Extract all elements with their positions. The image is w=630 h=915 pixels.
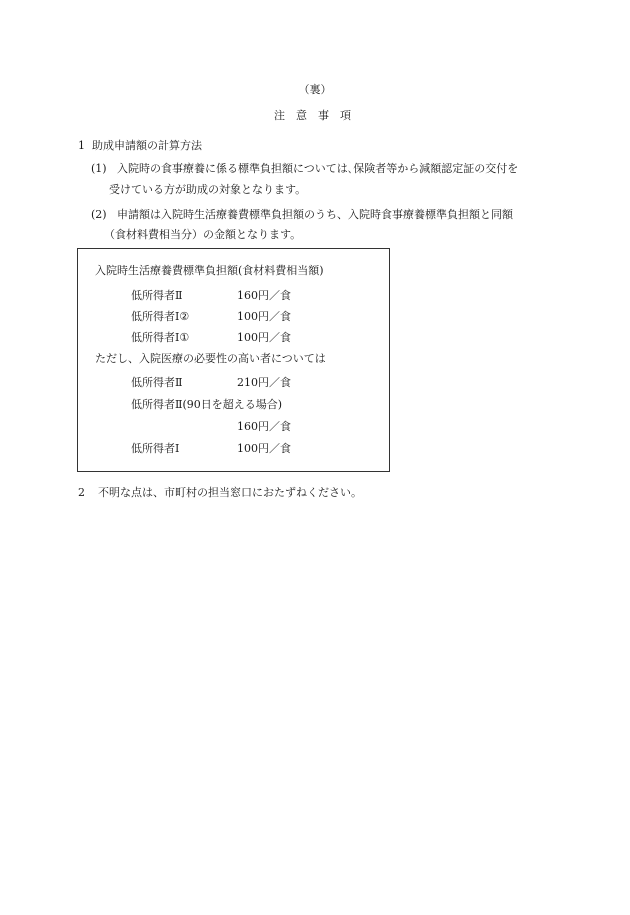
box-row-value: 100円／食 [237,442,291,455]
box-row-label: 低所得者Ⅰ [131,442,180,455]
box-note: ただし、入院医療の必要性の高い者については [95,352,326,365]
item-2-line-1 [91,209,513,220]
section-1-heading-text: 助成申請額の計算方法 [92,139,202,152]
item-1-line-1 [91,163,518,174]
box-row-label: 低所得者Ⅰ② [131,310,190,323]
item-1-text-1: 入院時の食事療養に係る標準負担額については､保険者等から減額認定証の交付を [117,162,519,175]
box-row-value: 160円／食 [237,420,291,433]
box-row-value: 100円／食 [237,331,291,344]
box-row-label: 低所得者Ⅱ [131,376,183,389]
section-1-heading [78,140,202,151]
box-row-value: 160円／食 [237,289,291,302]
item-1-line-2: 受けている方が助成の対象となります。 [109,183,307,196]
box-heading: 入院時生活療養費標準負担額(食材料費相当額) [95,264,324,277]
page-side-label: （裏） [298,83,332,96]
box-row-label: 低所得者Ⅰ① [131,331,190,344]
item-2-line-2: （食材料費相当分）の金額となります。 [104,228,302,241]
page-title: 注意事項 [274,109,362,122]
section-2 [78,487,362,498]
item-1-number: (1) [91,162,107,175]
box-row-value: 210円／食 [237,376,291,389]
box-row-label: 低所得者Ⅱ(90日を超える場合) [131,398,283,411]
item-2-number: (2) [91,208,107,221]
box-row-label: 低所得者Ⅱ [131,289,183,302]
box-row-value: 100円／食 [237,310,291,323]
section-1-number: 1 [78,139,85,152]
section-2-number: 2 [78,486,85,499]
section-2-text: 不明な点は、市町村の担当窓口におたずねください。 [98,486,362,499]
item-2-text-1: 申請額は入院時生活療養費標準負担額のうち、入院時食事療養標準負担額と同額 [117,208,513,221]
